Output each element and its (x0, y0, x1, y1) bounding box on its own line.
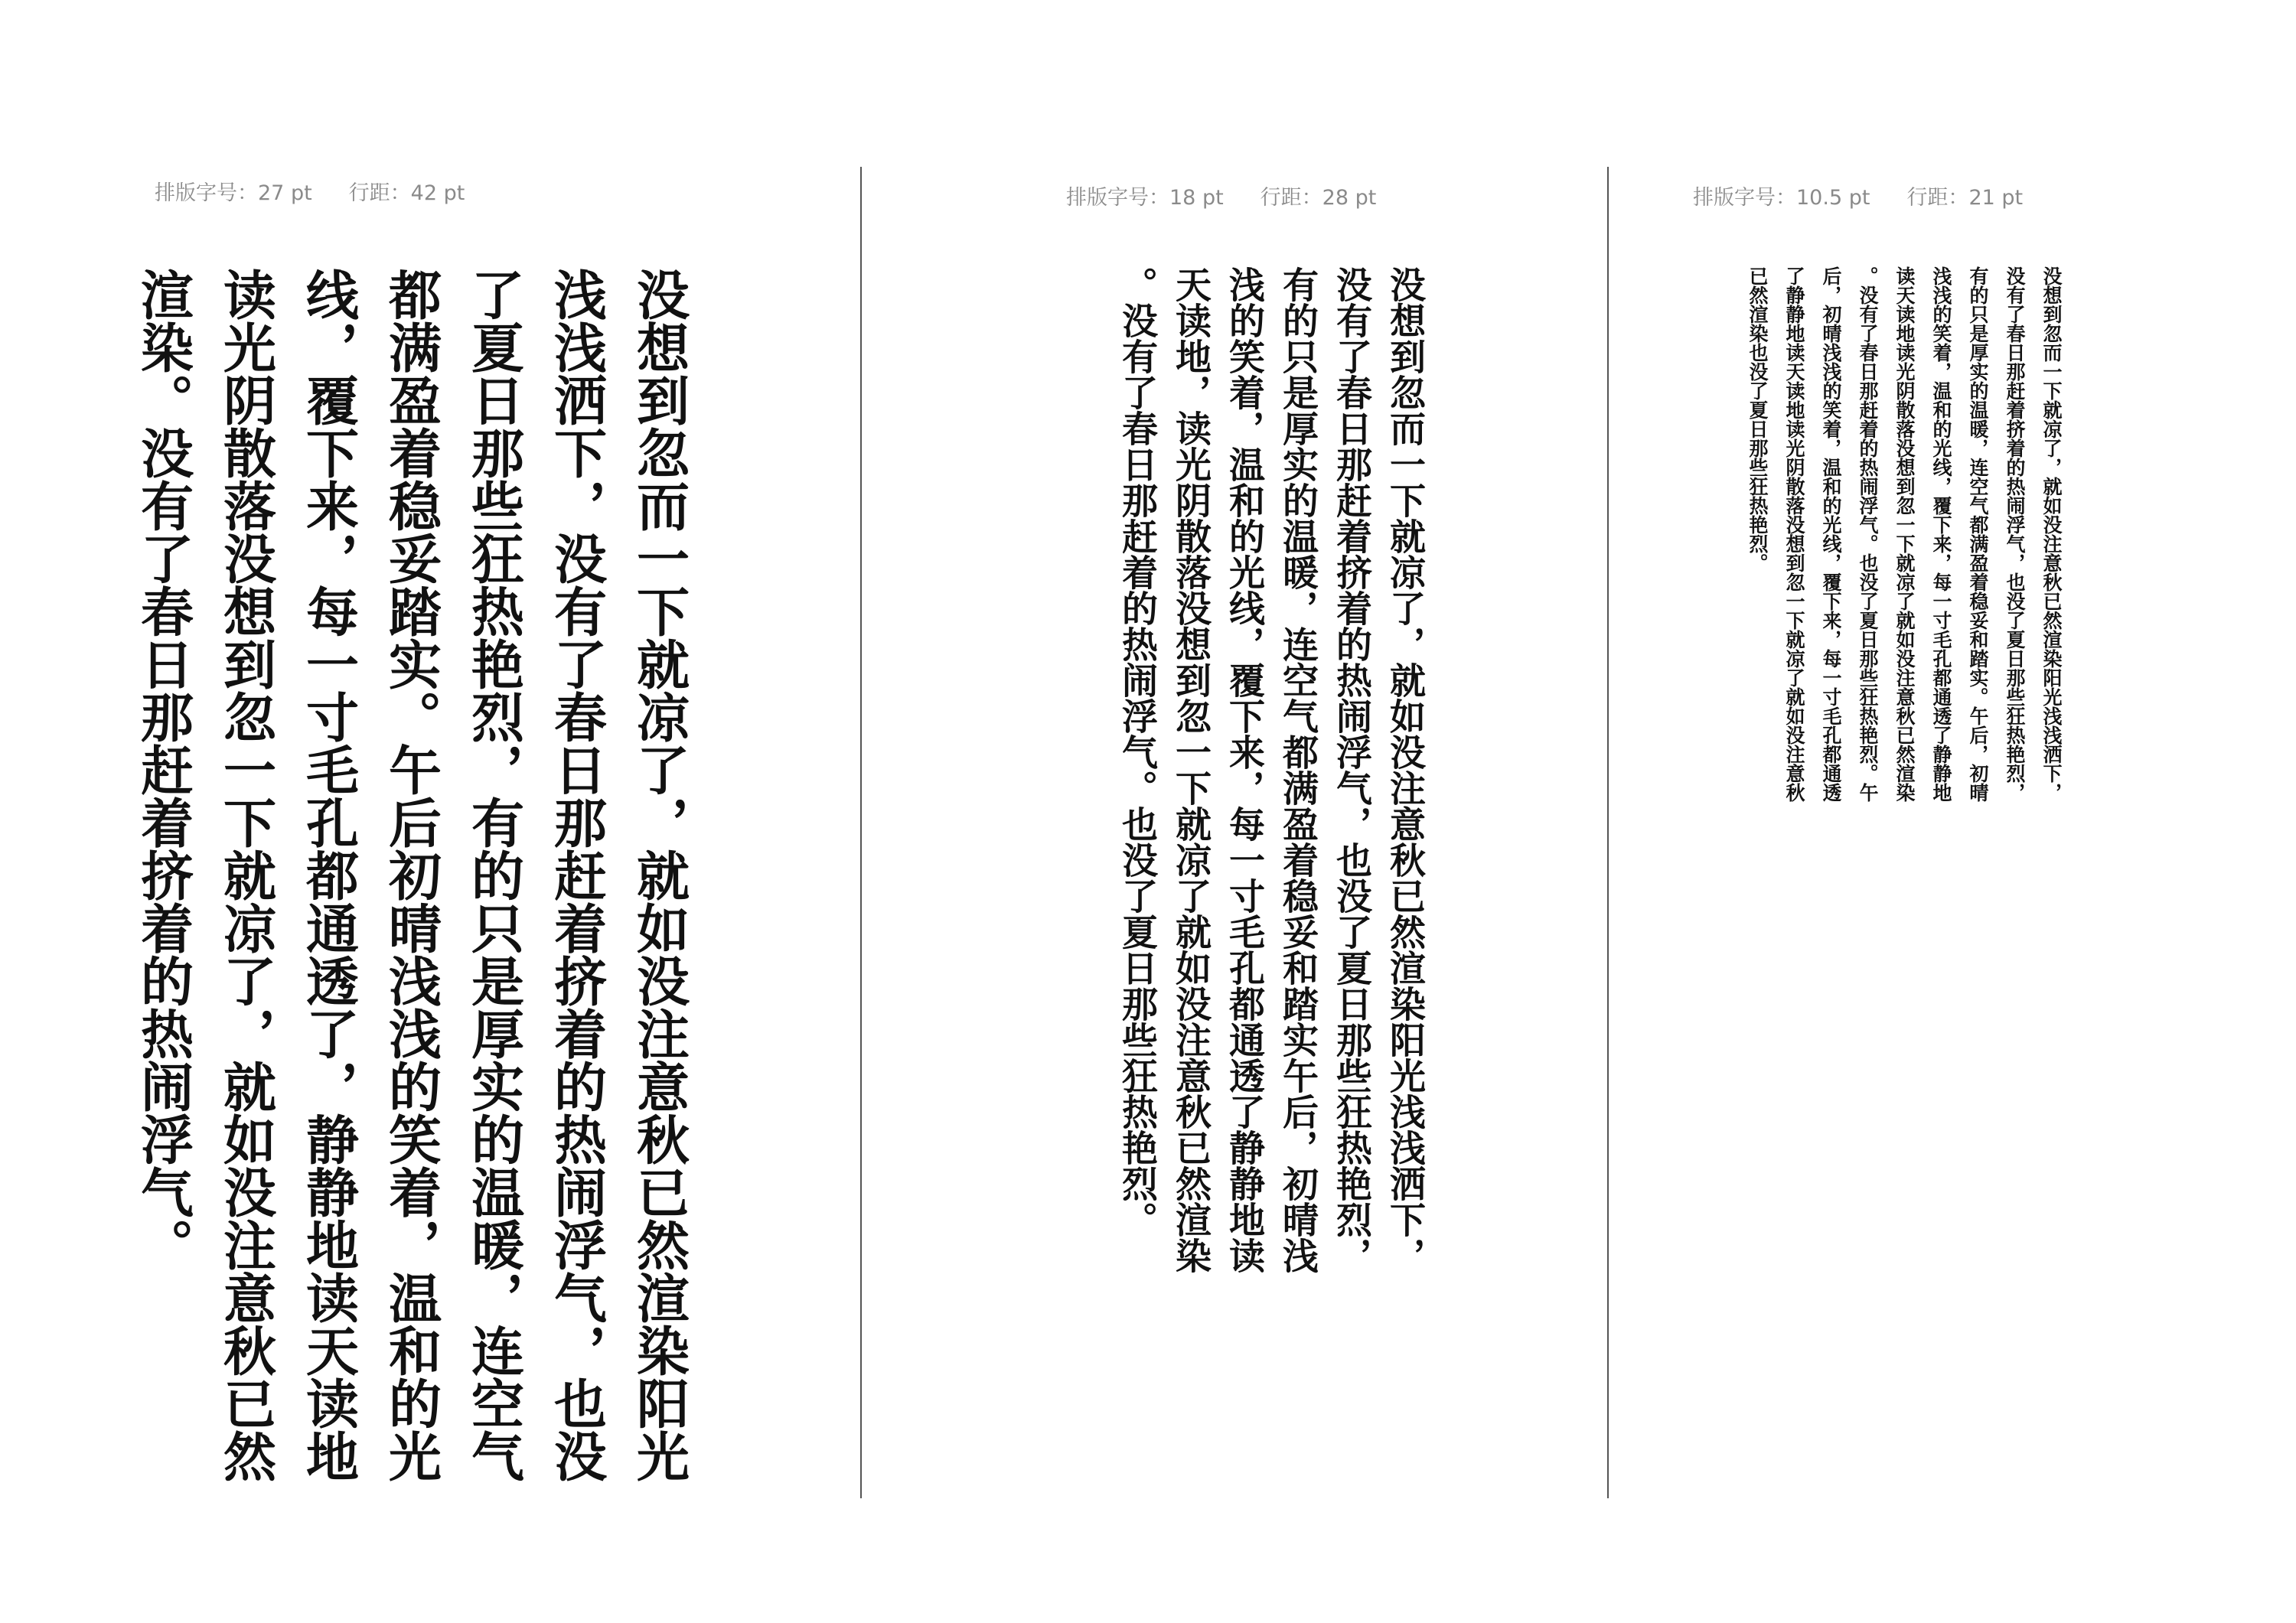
font-size-value: 27 pt (258, 181, 312, 205)
typesetting-spec-27pt (155, 176, 465, 206)
leading-value: 28 pt (1322, 186, 1377, 210)
column-divider (860, 167, 862, 1498)
vertical-text-sample-27pt: 没想到忽而一下就凉了，就如没注意秋已然渲染阳光浅浅洒下，没有了春日那赶着挤着的热闹浮气，也没了夏日那些狂热艳烈，有的只是厚实的温暖，连空气都满盈着稳妥踏实。午后初晴浅浅的笑着，温和的光线，覆下来，每一寸毛孔都通透了，静静地读天读地读光阴散落没想到忽一下就凉了，就如没注意秋已然渲染。没有了春日那赶着挤着的热闹浮气。 (132, 268, 690, 1482)
leading-label: 行距： (348, 181, 411, 205)
typesetting-spec-10-5pt (1693, 181, 2023, 210)
leading-label: 行距： (1260, 186, 1322, 210)
font-size-value: 18 pt (1169, 186, 1224, 210)
vertical-text-sample-18pt: 没想到忽而一下就凉了，就如没注意秋已然渲染阳光浅浅洒下，没有了春日那赶着挤着的热闹浮气，也没了夏日那些狂热艳烈，有的只是厚实的温暖，连空气都满盈着稳妥和踏实午后，初晴浅浅的笑着，温和的光线，覆下来，每一寸毛孔都通透了静静地读天读地，读光阴散落没想到忽一下就凉了就如没注意秋已然渲染。没有了春日那赶着的热闹浮气。也没了夏日那些狂热艳烈。 (1116, 266, 1426, 1273)
font-size-label: 排版字号： (1066, 186, 1169, 210)
leading-value: 21 pt (1968, 186, 2024, 210)
typesetting-spec-18pt (1066, 181, 1376, 210)
font-size-label: 排版字号： (155, 181, 258, 205)
leading-value: 42 pt (410, 181, 465, 205)
leading-label: 行距： (1906, 186, 1969, 210)
column-divider (1607, 167, 1609, 1498)
font-size-value: 10.5 pt (1796, 186, 1870, 210)
font-size-label: 排版字号： (1693, 186, 1796, 210)
vertical-text-sample-10-5pt: 没想到忽而一下就凉了，就如没注意秋已然渲染阳光浅浅洒下，没有了春日那赶着挤着的热闹浮气，也没了夏日那些狂热艳烈，有的只是厚实的温暖，连空气都满盈着稳妥和踏实。午后，初晴浅浅的笑着，温和的光线，覆下来，每一寸毛孔都通透了静静地读天读地读光阴散落没想到忽一下就凉了就如没注意秋已然渲染。没有了春日那赶着的热闹浮气。也没了夏日那些狂热艳烈。午后，初晴浅浅的笑着，温和的光线，覆下来，每一寸毛孔都通透了静静地读天读地读光阴散落没想到忽一下就凉了就如没注意秋已然渲染也没了夏日那些狂热艳烈。 (1746, 266, 2063, 802)
